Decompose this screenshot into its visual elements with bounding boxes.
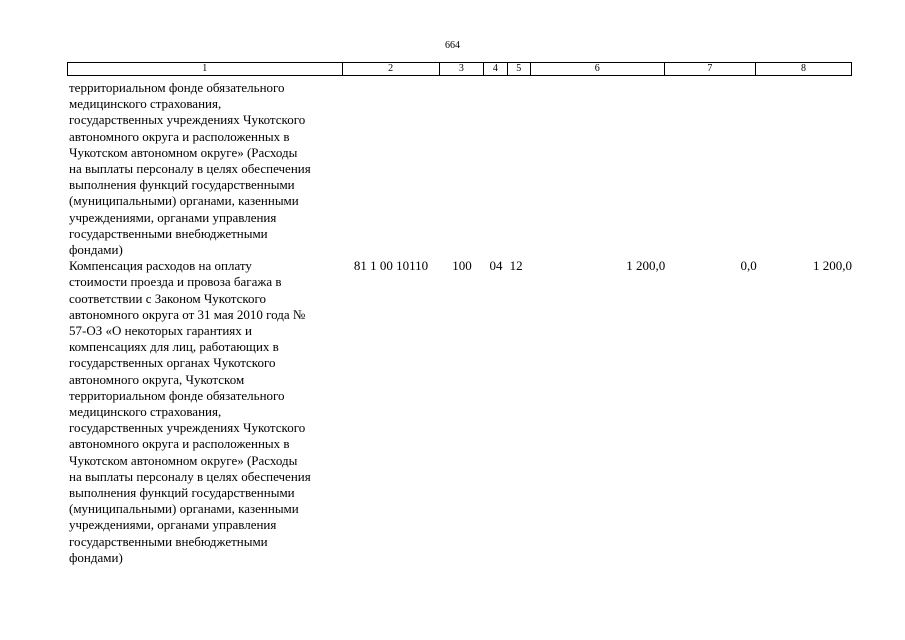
row-target-article xyxy=(342,80,439,258)
row-expense-type xyxy=(440,80,485,258)
row-amount-3: 1 200,0 xyxy=(813,258,852,274)
column-header-2: 2 xyxy=(343,63,440,75)
page-number: 664 xyxy=(445,40,460,51)
column-header-4: 4 xyxy=(484,63,507,75)
row-section: 04 xyxy=(489,258,503,274)
column-header-6: 6 xyxy=(531,63,665,75)
row-subsection xyxy=(508,80,531,258)
table-body xyxy=(67,80,852,566)
row-amount-1: 1 200,0 xyxy=(626,258,666,274)
row-expense-type: 100 xyxy=(452,258,472,274)
table-row xyxy=(67,80,852,258)
row-subsection: 12 xyxy=(509,258,523,274)
row-name: территориальном фонде обязательного медицинского страхования, государственных учреждениях Чукотского автономного округа и расположенных в Чукотском автономном округе» (Расходы на выплаты персоналу в целях обеспечения выполнения функций государственными (муниципальными) органами, казенными учреждениями, органами управления государственными внебюджетными фондами) xyxy=(69,80,311,258)
row-target-article: 81 1 00 10110 xyxy=(353,258,429,274)
column-header-5: 5 xyxy=(508,63,531,75)
row-amount-2 xyxy=(665,80,756,258)
table-row xyxy=(67,258,852,566)
row-name: Компенсация расходов на оплату стоимости проезда и провоза багажа в соответствии с Законом Чукотского автономного округа от 31 мая 2010 года № 57-ОЗ «О некоторых гарантиях и компенсациях для лиц, работающих в государственных органах Чукотского автономного округа, Чукотском территориальном фонде обязательного медицинского страхования, государственных учреждениях Чукотского автономного округа и расположенных в Чукотском автономном округе» (Расходы на выплаты персоналу в целях обеспечения выполнения функций государственными (муниципальными) органами, казенными учреждениями, органами управления государственными внебюджетными фондами) xyxy=(69,258,311,565)
column-header-3: 3 xyxy=(440,63,485,75)
column-header-7: 7 xyxy=(665,63,756,75)
row-amount-1 xyxy=(531,80,665,258)
row-amount-3 xyxy=(757,80,852,258)
table-header-row xyxy=(67,62,852,76)
column-header-8: 8 xyxy=(800,63,806,74)
row-section xyxy=(484,80,507,258)
row-amount-2: 0,0 xyxy=(740,258,757,274)
column-header-1: 1 xyxy=(68,63,343,75)
